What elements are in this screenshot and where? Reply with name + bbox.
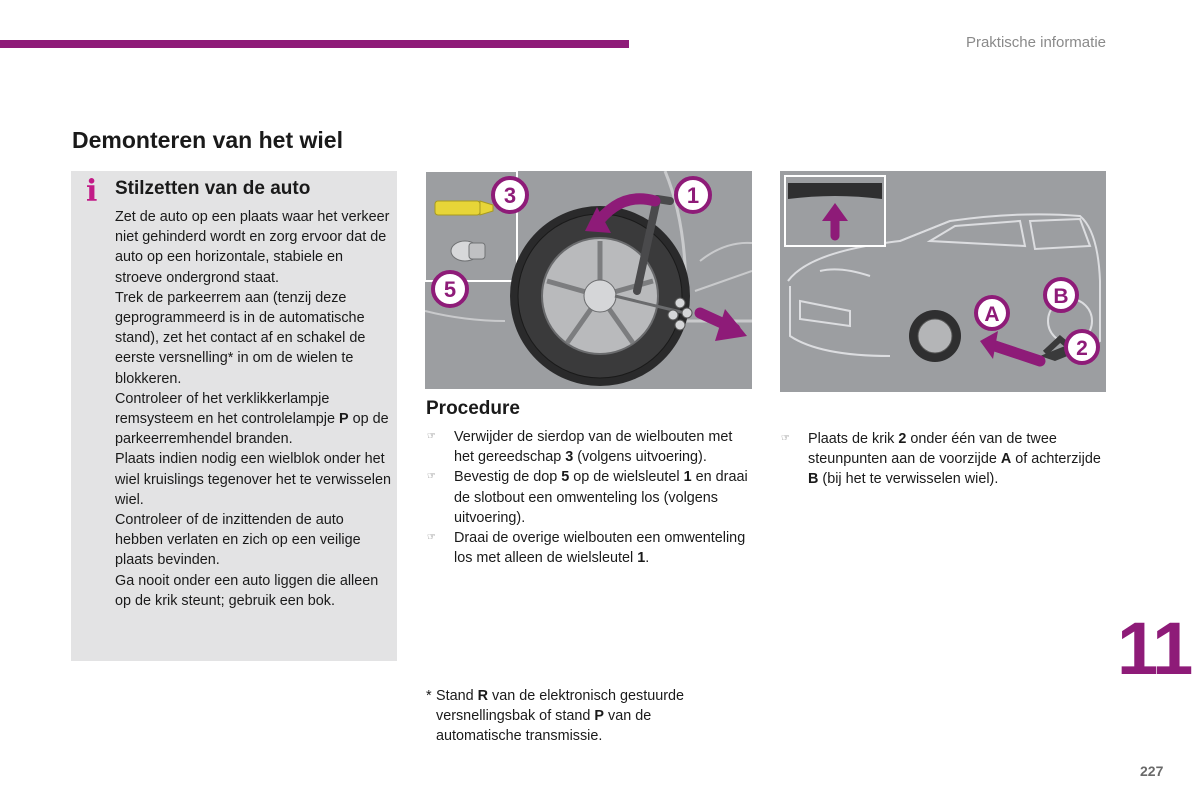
header-accent-bar: [0, 40, 629, 48]
info-box-title: Stilzetten van de auto: [115, 178, 311, 199]
info-box: [71, 171, 397, 661]
info-box-body: [115, 207, 391, 611]
step-text: Draai de overige wielbouten een omwenteling los met alleen de wielsleutel 1.: [454, 530, 746, 567]
procedure-step: [780, 429, 1110, 490]
label-1: 1: [686, 183, 700, 208]
hand-pointer-icon: ☞: [781, 433, 790, 444]
procedure-steps: [426, 427, 756, 568]
step-text: Verwijder de sierdop van de wielbouten met het gereedschap 3 (volgens uitvoering).: [454, 429, 733, 466]
wheel-wrench-illustration: [425, 171, 752, 389]
car-jack-drawing: [780, 171, 1106, 392]
label-3: 3: [503, 183, 517, 208]
procedure-steps-right: [780, 429, 1110, 490]
chapter-number: 11: [1117, 607, 1192, 690]
info-paragraph: Controleer of de inzittenden de auto hebben verlaten en zich op een veilige plaats bevinden.: [115, 512, 361, 569]
section-header: Praktische informatie: [965, 34, 1106, 51]
footnote-marker: *: [426, 688, 432, 704]
step-text: Plaats de krik 2 onder één van de twee steunpunten aan de voorzijde A of achterzijde B (bij het te verwisselen wiel).: [808, 431, 1101, 488]
step-text: Bevestig de dop 5 op de wielsleutel 1 en draai de slotbout een omwenteling los (volgens uitvoering).: [454, 469, 748, 526]
info-paragraph: Ga nooit onder een auto liggen die alleen op de krik steunt; gebruik een bok.: [115, 572, 379, 609]
label-5: 5: [443, 277, 457, 302]
procedure-step: [426, 467, 756, 528]
info-paragraph: Plaats indien nodig een wielblok onder het wiel kruislings tegenover het te verwisselen wiel.: [115, 451, 391, 508]
wheel-wrench-drawing: [425, 171, 752, 389]
hand-pointer-icon: ☞: [427, 431, 436, 442]
procedure-title: Procedure: [426, 398, 520, 419]
hand-pointer-icon: ☞: [427, 471, 436, 483]
label-2: 2: [1076, 337, 1088, 360]
hand-pointer-icon: ☞: [427, 532, 436, 544]
procedure-step: [426, 528, 756, 568]
label-A: A: [984, 303, 1000, 326]
info-paragraph: Controleer of het verklikkerlampje remsysteem en het controlelampje P op de parkeerremhendel branden.: [115, 390, 389, 448]
car-jack-illustration: [780, 171, 1106, 392]
page-title: Demonteren van het wiel: [72, 127, 343, 153]
info-paragraph: Trek de parkeerrem aan (tenzij deze geprogrammeerd is in de automatische stand), zet het contact af en schakel de eerste versnelling* in om de wielen te blokkeren.: [115, 289, 366, 387]
footnote-text: Stand R van de elektronisch gestuurde versnellingsbak of stand P van de automatische transmissie.: [436, 688, 685, 745]
info-paragraph: Zet de auto op een plaats waar het verkeer niet gehinderd wordt en zorg ervoor dat de auto op een horizontale, stabiele en stroeve ondergrond staat.: [115, 209, 390, 286]
info-icon: i: [86, 174, 98, 209]
page-number: 227: [1140, 763, 1164, 779]
label-B: B: [1053, 285, 1069, 308]
footnote: [426, 686, 726, 747]
procedure-step: [426, 427, 756, 467]
